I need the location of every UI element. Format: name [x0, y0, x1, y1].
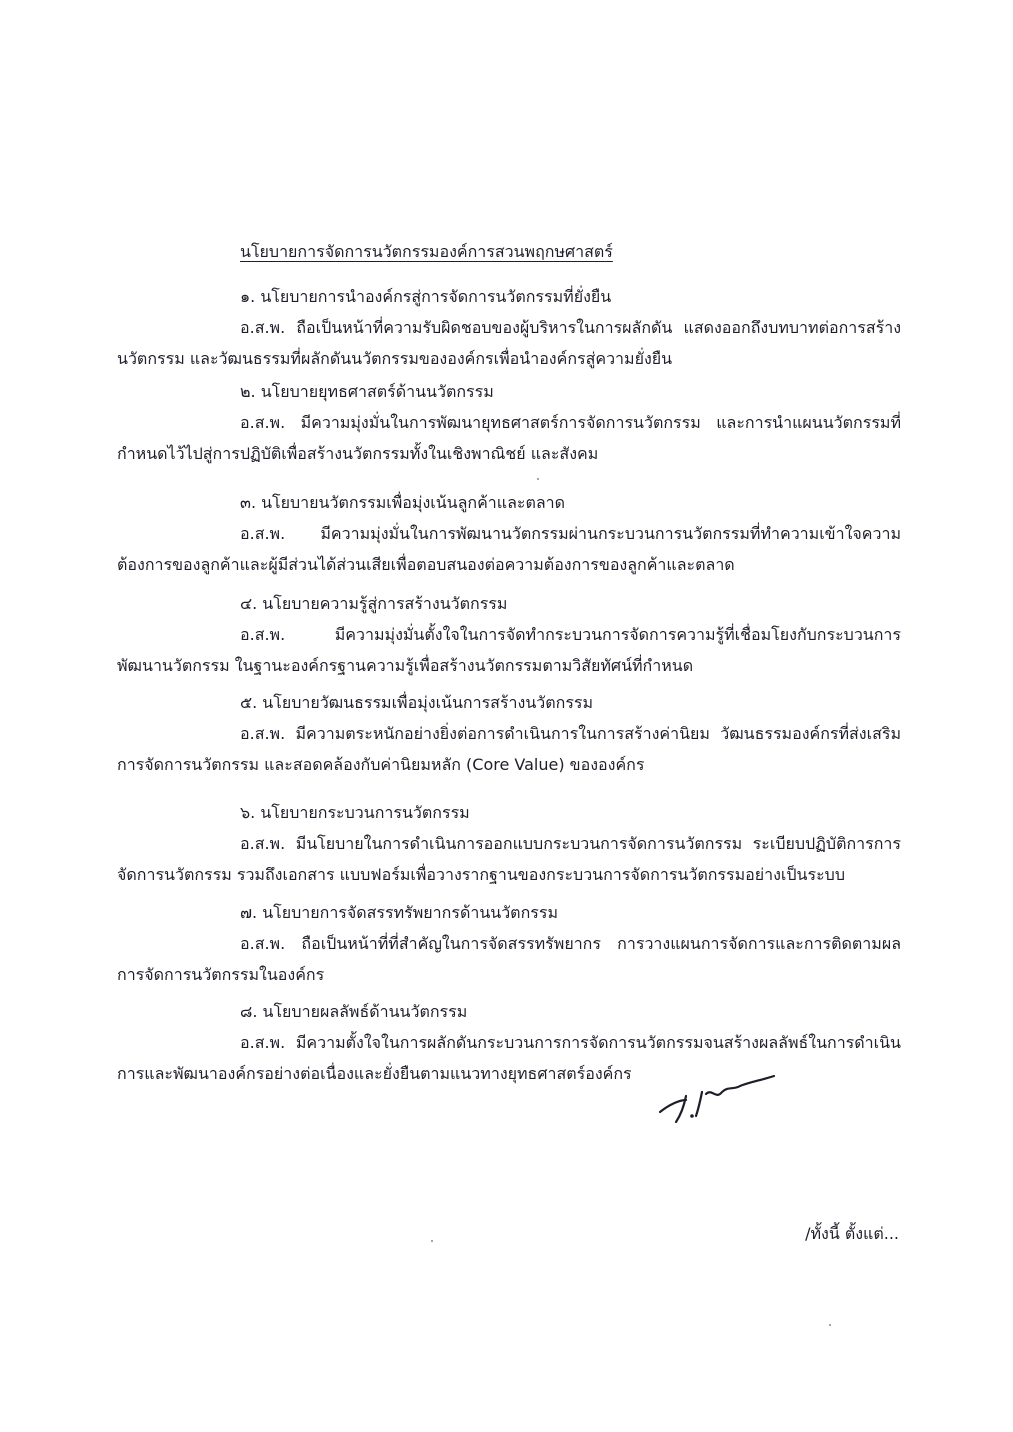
section-body: อ.ส.พ. มีความตระหนักอย่างยิ่งต่อการดำเนินการในการสร้างค่านิยม วัฒนธรรมองค์กรที่ส่งเสริมการจัดการนวัตกรรม และสอดคล้องกับค่านิยมหลัก (Core Value) ขององค์กร [117, 724, 901, 774]
scan-speck [431, 1240, 433, 1242]
section-heading: ๗. นโยบายการจัดสรรทรัพยากรด้านนวัตกรรม [240, 903, 558, 922]
policy-section-5 [117, 688, 901, 780]
section-body: อ.ส.พ. มีความมุ่งมั่นในการพัฒนานวัตกรรมผ่านกระบวนการนวัตกรรมที่ทำความเข้าใจความต้องการของลูกค้าและผู้มีส่วนได้ส่วนเสียเพื่อตอบสนองต่อความต้องการของลูกค้าและตลาด [117, 524, 901, 574]
section-heading: ๑. นโยบายการนำองค์กรสู่การจัดการนวัตกรรมที่ยั่งยืน [240, 287, 612, 306]
section-body: อ.ส.พ. มีนโยบายในการดำเนินการออกแบบกระบวนการจัดการนวัตกรรม ระเบียบปฏิบัติการการจัดการนวัตกรรม รวมถึงเอกสาร แบบฟอร์มเพื่อวางรากฐานของกระบวนการจัดการนวัตกรรมอย่างเป็นระบบ [117, 834, 901, 884]
policy-section-7 [117, 898, 901, 990]
section-heading: ๖. นโยบายกระบวนการนวัตกรรม [240, 803, 470, 822]
section-body: อ.ส.พ. มีความตั้งใจในการผลักดันกระบวนการการจัดการนวัตกรรมจนสร้างผลลัพธ์ในการดำเนินการและพัฒนาองค์กรอย่างต่อเนื่องและยั่งยืนตามแนวทางยุทธศาสตร์องค์กร [117, 1033, 901, 1083]
document-title: นโยบายการจัดการนวัตกรรมองค์การสวนพฤกษศาสตร์ [240, 242, 613, 261]
policy-section-1 [117, 282, 901, 374]
section-body: อ.ส.พ. ถือเป็นหน้าที่ความรับผิดชอบของผู้บริหารในการผลักดัน แสดงออกถึงบทบาทต่อการสร้างนวัตกรรม และวัฒนธรรมที่ผลักดันนวัตกรรมขององค์กรเพื่อนำองค์กรสู่ความยั่งยืน [117, 318, 901, 368]
policy-section-2 [117, 377, 901, 469]
section-heading: ๓. นโยบายนวัตกรรมเพื่อมุ่งเน้นลูกค้าและตลาด [240, 493, 566, 512]
continuation-note: /ทั้งนี้ ตั้งแต่... [805, 1224, 899, 1243]
section-heading: ๔. นโยบายความรู้สู่การสร้างนวัตกรรม [240, 594, 508, 613]
section-body: อ.ส.พ. ถือเป็นหน้าที่ที่สำคัญในการจัดสรรทรัพยากร การวางแผนการจัดการและการติดตามผลการจัดการนวัตกรรมในองค์กร [117, 934, 901, 984]
section-heading: ๘. นโยบายผลลัพธ์ด้านนวัตกรรม [240, 1002, 468, 1021]
policy-section-3 [117, 488, 901, 580]
section-body: อ.ส.พ. มีความมุ่งมั่นตั้งใจในการจัดทำกระบวนการจัดการความรู้ที่เชื่อมโยงกับกระบวนการพัฒนานวัตกรรม ในฐานะองค์กรฐานความรู้เพื่อสร้างนวัตกรรมตามวิสัยทัศน์ที่กำหนด [117, 625, 901, 675]
policy-section-8 [117, 997, 901, 1089]
section-heading: ๒. นโยบายยุทธศาสตร์ด้านนวัตกรรม [240, 382, 494, 401]
scan-speck [829, 1324, 831, 1326]
scan-speck [537, 478, 539, 480]
handwritten-signature [650, 1070, 780, 1130]
section-heading: ๕. นโยบายวัฒนธรรมเพื่อมุ่งเน้นการสร้างนวัตกรรม [240, 693, 594, 712]
policy-section-4 [117, 589, 901, 681]
policy-section-6 [117, 798, 901, 890]
section-body: อ.ส.พ. มีความมุ่งมั่นในการพัฒนายุทธศาสตร์การจัดการนวัตกรรม และการนำแผนนวัตกรรมที่กำหนดไว้ไปสู่การปฏิบัติเพื่อสร้างนวัตกรรมทั้งในเชิงพาณิชย์ และสังคม [117, 413, 901, 463]
